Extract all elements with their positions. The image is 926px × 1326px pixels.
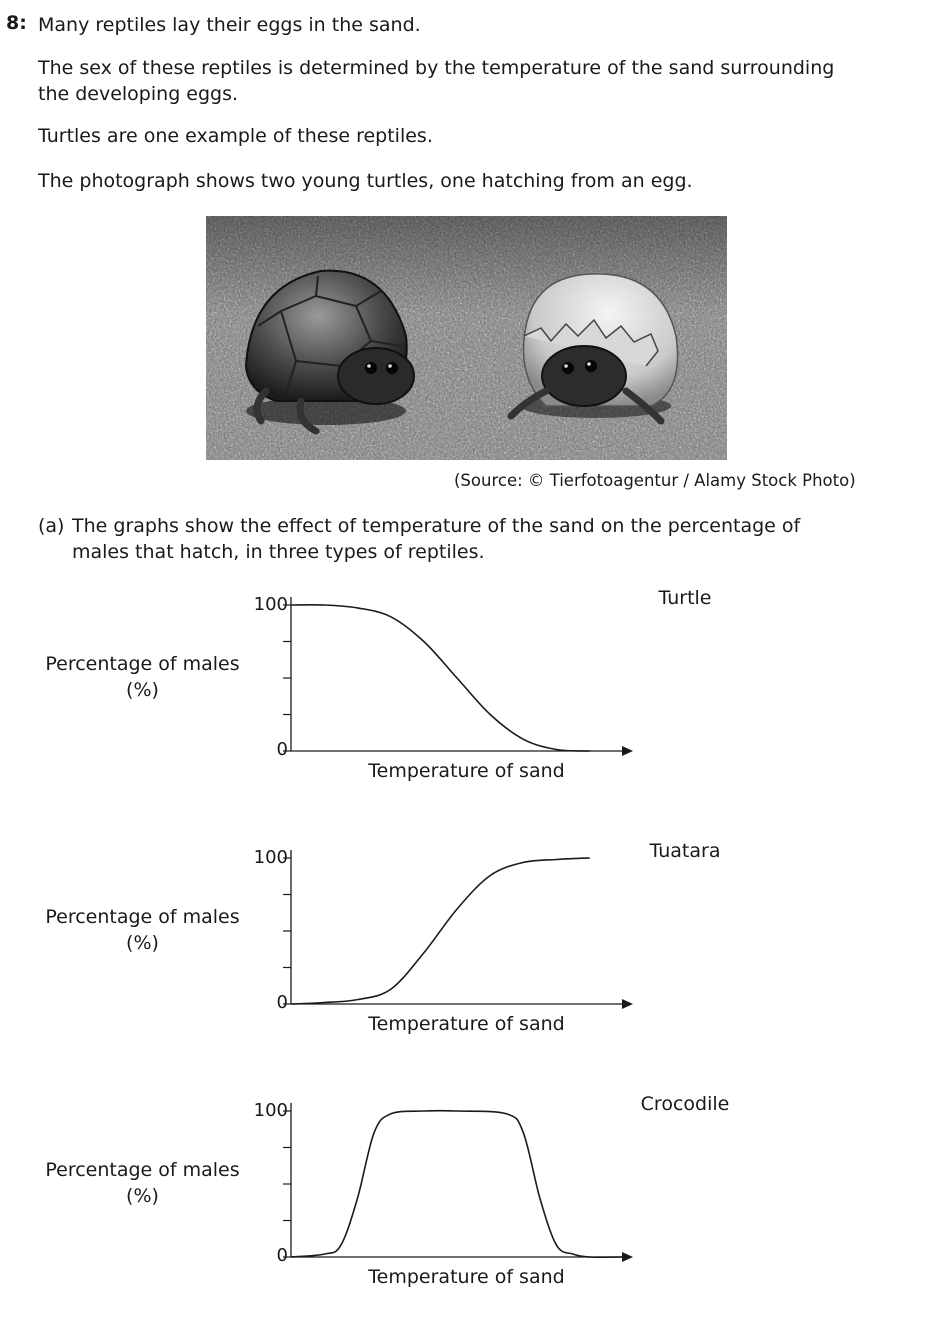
graph-turtle: [0, 580, 926, 820]
y-axis-label: Percentage of males (%): [45, 906, 240, 954]
part-a-text: The graphs show the effect of temperature of the sand on the percentage of males that hatch, in three types of reptiles.: [72, 515, 801, 563]
y-tick-0: 0: [276, 739, 288, 760]
y-tick-100: 100: [253, 847, 288, 868]
photo-source-credit: (Source: © Tierfotoagentur / Alamy Stock Photo): [454, 471, 856, 490]
question-number: 8:: [6, 12, 27, 34]
chart-area-turtle: [0, 580, 926, 820]
question-sex-determination: The sex of these reptiles is determined by the temperature of the sand surrounding the developing eggs.: [38, 57, 835, 105]
y-tick-100: 100: [253, 594, 288, 615]
species-label-tuatara: Tuatara: [649, 840, 721, 862]
chart-area-tuatara: [0, 833, 926, 1073]
y-axis-label: Percentage of males (%): [45, 653, 240, 701]
x-axis-label: Temperature of sand: [368, 1013, 565, 1035]
graph-crocodile: [0, 1086, 926, 1326]
x-axis-label: Temperature of sand: [368, 760, 565, 782]
series-line: [291, 605, 590, 751]
question-intro: Many reptiles lay their eggs in the sand.: [38, 14, 421, 36]
y-tick-0: 0: [276, 992, 288, 1013]
species-label-turtle: Turtle: [658, 587, 712, 609]
question-photo-intro: The photograph shows two young turtles, one hatching from an egg.: [38, 170, 693, 192]
graph-tuatara: [0, 833, 926, 1073]
x-axis-label: Temperature of sand: [368, 1266, 565, 1288]
x-axis-arrow: [622, 746, 633, 756]
x-axis-arrow: [622, 1252, 633, 1262]
chart-area-crocodile: [0, 1086, 926, 1326]
turtles-photo: [206, 216, 727, 460]
part-a-label: (a): [38, 515, 65, 537]
x-axis-arrow: [622, 999, 633, 1009]
y-tick-100: 100: [253, 1100, 288, 1121]
series-line: [291, 1111, 623, 1258]
series-line: [291, 858, 590, 1004]
y-tick-0: 0: [276, 1245, 288, 1266]
species-label-crocodile: Crocodile: [640, 1093, 730, 1115]
y-axis-label: Percentage of males (%): [45, 1159, 240, 1207]
question-turtle-example: Turtles are one example of these reptiles.: [38, 125, 433, 147]
